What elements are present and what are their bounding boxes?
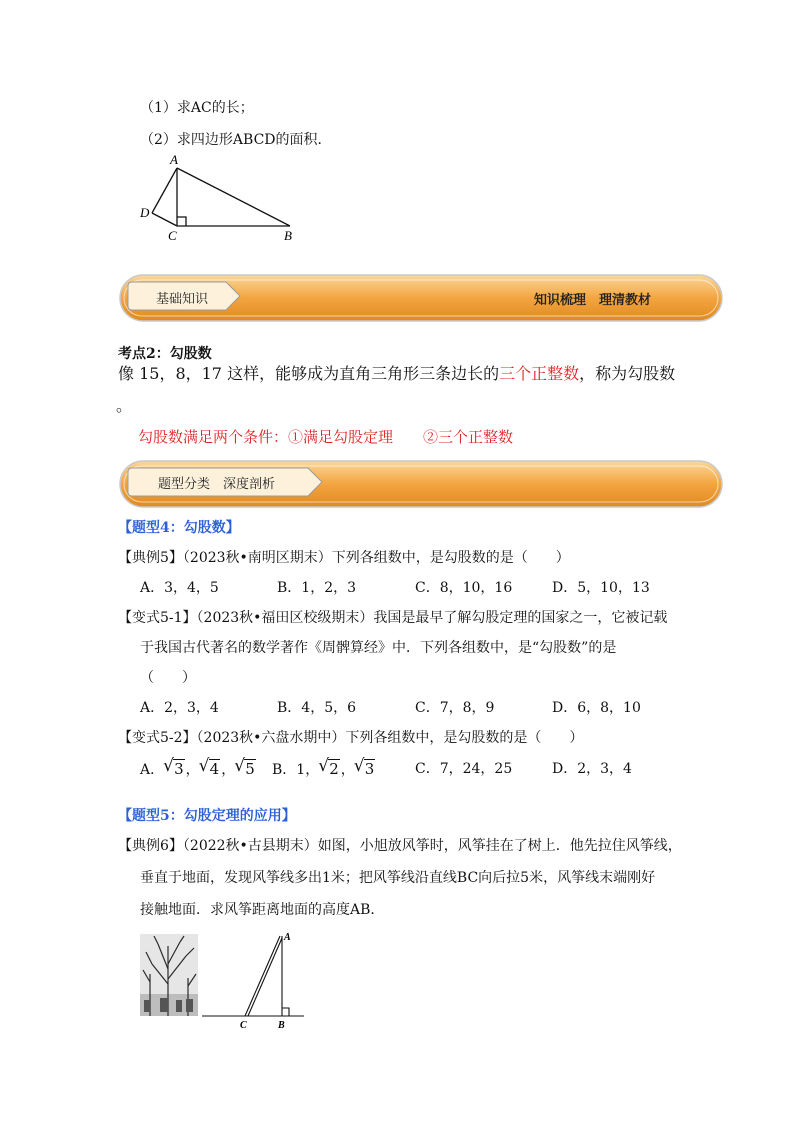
variant52-option-d: D．2，3，4 — [552, 761, 632, 777]
segment-ad — [152, 168, 177, 213]
type4-header: 【题型4：勾股数】 — [118, 520, 240, 536]
segment-ab — [177, 168, 290, 226]
knowledge-definition — [118, 362, 675, 386]
example6-line3: 接触地面．求风筝距离地面的高度AB． — [140, 902, 385, 918]
example6-line1: 【典例6】（2022秋•古县期末）如图，小旭放风筝时，风筝挂在了树上．他先拉住风筝线， — [118, 838, 682, 854]
variant51-option-b: B．4，5，6 — [277, 700, 357, 716]
definition-text-post: ，称为勾股数 — [579, 364, 676, 383]
tree-photo — [140, 934, 198, 1016]
variant51-stem-line2: 于我国古代著名的数学著作《周髀算经》中．下列各组数中，是“勾股数”的是 — [140, 640, 617, 656]
label-b: B — [278, 1020, 285, 1031]
figure-quadrilateral — [130, 150, 310, 245]
pythagorean-conditions: 勾股数满足两个条件：①满足勾股定理 ②三个正整数 — [138, 428, 514, 446]
definition-text-pre: 像 15，8，17 这样，能够成为直角三角形三条边长的 — [118, 364, 500, 383]
question-2: （2）求四边形ABCD的面积． — [140, 132, 332, 148]
variant52-option-c: C．7，24，25 — [415, 761, 513, 777]
example5-option-b: B．1，2，3 — [277, 580, 357, 596]
variant51-option-a: A．2，3，4 — [140, 700, 219, 716]
variant52-option-a: A．√ 3 ，√ 4 ，√ 5 — [140, 759, 257, 780]
right-angle-mark — [282, 1008, 289, 1016]
segment-ac-inner — [248, 938, 282, 1016]
segment-dc — [152, 213, 177, 226]
figure-kite — [200, 928, 310, 1032]
variant52-option-a-prefix: A． — [140, 762, 165, 778]
sqrt-2: √ 2 — [319, 759, 340, 780]
variant52-option-b: B．1，√ 2 ，√ 3 — [272, 759, 376, 780]
variant52-option-b-prefix: B．1， — [272, 762, 320, 778]
example5-stem: 【典例5】（2023秋•南明区期末）下列各组数中，是勾股数的是（ ） — [118, 550, 570, 566]
example6-line2: 垂直于地面，发现风筝线多出1米；把风筝线沿直线BC向后拉5米，风筝线末端刚好 — [140, 870, 656, 886]
knowledge-title: 考点2：勾股数 — [118, 346, 212, 362]
banner-types-label: 题型分类 深度剖析 — [158, 477, 276, 492]
label-c: C — [168, 228, 177, 243]
sqrt-3: √ 3 — [164, 759, 185, 780]
sqrt-4: √ 4 — [200, 759, 221, 780]
banner-basics-subtitle: 知识梳理 理清教材 — [534, 293, 652, 308]
variant51-option-d: D．6，8，10 — [552, 700, 641, 716]
label-d: D — [140, 205, 150, 220]
label-b: B — [284, 228, 292, 243]
variant52-stem: 【变式5-2】（2023秋•六盘水期中）下列各组数中，是勾股数的是（ ） — [118, 730, 584, 746]
type5-header: 【题型5：勾股定理的应用】 — [118, 808, 296, 824]
example5-option-c: C．8，10，16 — [415, 580, 513, 596]
sqrt-5: √ 5 — [235, 759, 256, 780]
label-a: A — [284, 932, 291, 943]
question-1: （1）求AC的长； — [140, 100, 254, 116]
label-c: C — [240, 1020, 247, 1031]
segment-ac-outer — [245, 936, 280, 1016]
sqrt-3b: √ 3 — [355, 759, 376, 780]
variant51-stem-line3: （ ） — [140, 670, 196, 686]
right-angle-mark — [177, 217, 186, 226]
variant51-option-c: C．7，8，9 — [415, 700, 495, 716]
definition-period: 。 — [116, 396, 133, 415]
variant51-stem-line1: 【变式5-1】（2023秋•福田区校级期末）我国是最早了解勾股定理的国家之一，它被记载 — [118, 610, 668, 626]
example5-option-a: A．3，4，5 — [140, 580, 219, 596]
section-banner-types — [118, 458, 724, 510]
definition-highlight: 三个正整数 — [499, 364, 580, 383]
label-a: A — [170, 152, 178, 167]
banner-basics-label: 基础知识 — [156, 292, 209, 307]
section-banner-basics — [118, 272, 724, 324]
example5-option-d: D．5，10，13 — [552, 580, 650, 596]
